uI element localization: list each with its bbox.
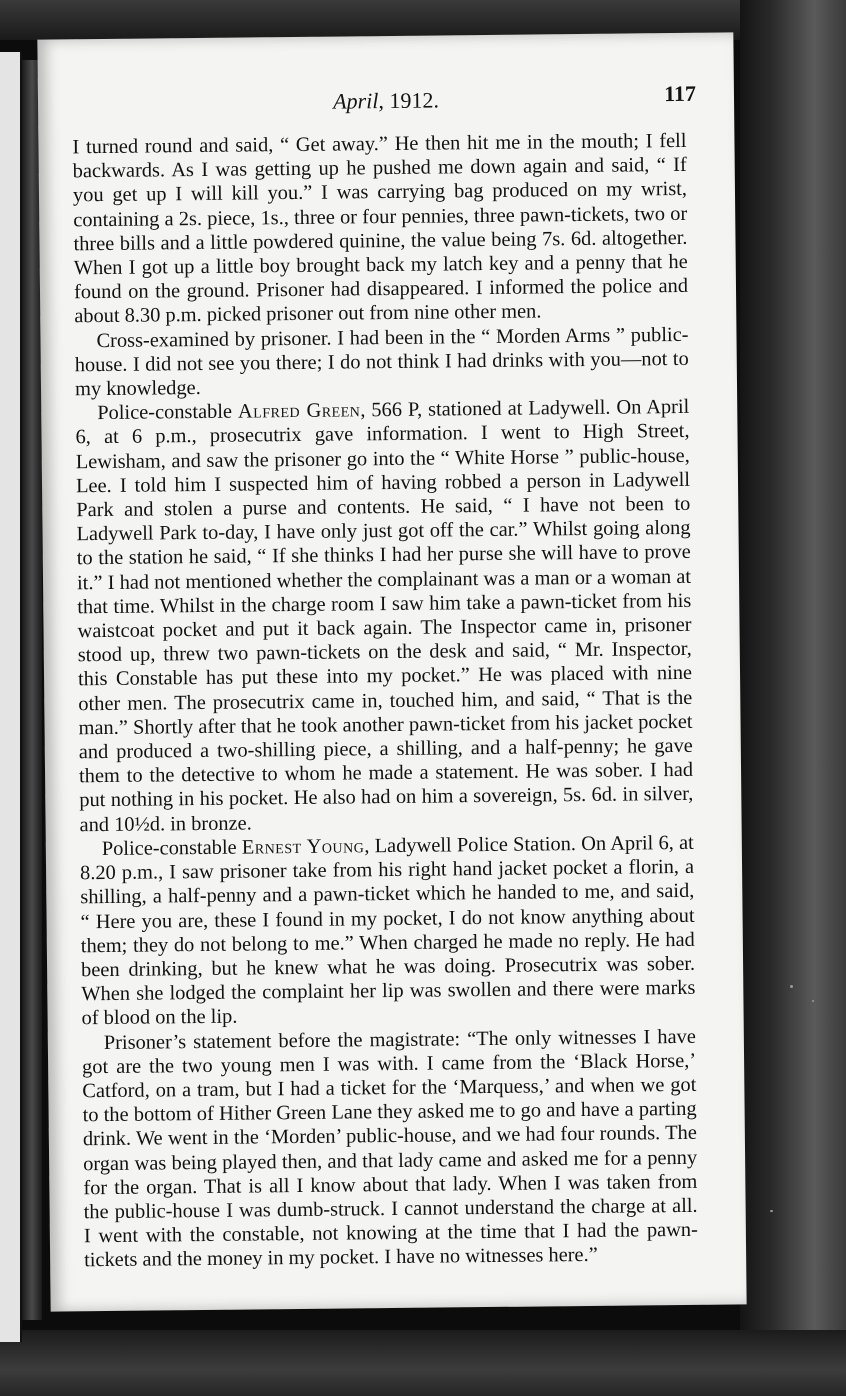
paragraph-prisoner-statement: Prisoner’s statement before the magistrate: “The only witnesses I have got are the two young men I was with. I came from the ‘Black Horse,’ Catford, on a tram, but I had a ticket for the ‘Marquess,’ and when we got to the bottom of Hither Green Lane they asked me to go and have a parting drink. We went in the ‘Morden’ public-house, and we had four rounds. The organ was being played then, and that lady came and asked me for a penny for the organ. That is all I know about that lady. When I was taken from the public-house I was dumb-struck. I cannot understand the charge at all. I went with the constable, not knowing at the time that I had the pawn-tickets and the money in my pocket. I have no witnesses here.”: [82, 1025, 698, 1272]
paragraph-cross-examination: Cross-examined by prisoner. I had been in the “ Morden Arms ” public-house. I did not see you there; I do not think I had drinks with you—not to my knowledge.: [74, 323, 689, 401]
running-title-year: , 1912.: [378, 87, 440, 114]
paragraph-lead: Police-constable: [101, 836, 242, 860]
paragraph-body: , Ladywell Police Station. On April 6, at 8.20 p.m., I saw prisoner take from his right hand jacket pocket a florin, a shilling, a half-penny and a pawn-ticket which he handed to me, and said, “ Here you are, these I found in my pocket, I do not know anything about them; they do not belong to me.” When charged he made no reply. He had been drinking, but he knew what he was doing. Prosecutrix was sober. When she lodged the complaint her lip was swollen and there were marks of blood on the lip.: [79, 831, 696, 1030]
paragraph-testimony-continued: I turned round and said, “ Get away.” He then hit me in the mouth; I fell backwards. As I was getting up he pushed me down again and said, “ If you get up I will kill you.” I was carrying bag produced on my wrist, containing a 2s. piece, 1s., three or four pennies, three pawn-tickets, two or three bills and a little powdered quinine, the value being 7s. 6d. altogether. When I got up a little boy brought back my latch key and a penny that he found on the ground. Prisoner had disappeared. I informed the police and about 8.30 p.m. picked prisoner out from nine other men.: [72, 129, 689, 328]
dust-speck: [812, 1000, 814, 1002]
page-header: [38, 80, 734, 131]
paragraph-constable-young: [80, 831, 696, 1031]
page-number: 117: [664, 80, 697, 107]
book-page: [37, 32, 746, 1311]
paragraph-constable-green: [75, 395, 694, 837]
witness-name: Ernest Young: [241, 835, 365, 859]
paragraph-lead: Police-constable: [97, 400, 239, 425]
running-title-month: April: [333, 88, 379, 114]
scanner-background-right: [740, 0, 846, 1396]
running-title: [38, 84, 734, 117]
scanner-background-bottom: [0, 1330, 846, 1396]
dust-speck: [790, 985, 793, 988]
facing-page-edge: [0, 52, 22, 1342]
body-text: [72, 129, 698, 1273]
witness-name: Alfred Green: [237, 399, 361, 423]
paragraph-body: , 566 P, stationed at Ladywell. On April 6, at 6 p.m., prosecutrix gave information. I went to High Street, Lewisham, and saw the prisoner go into the “ White Horse ” public-house, Lee. I told him I suspected him of having robbed a person in Ladywell Park and stolen a purse and contents. He said, “ I have not been to Ladywell Park to-day, I have only just got off the car.” Whilst going along to the station he said, “ If she thinks I had her purse she will have to prove it.” I had not mentioned whether the complainant was a man or a woman at that time. Whilst in the charge room I saw him take a pawn-ticket from his waistcoat pocket and put it back again. The Inspector came in, prisoner stood up, threw two pawn-tickets on the desk and said, “ Mr. Inspector, this Constable has put these into my pocket.” He was placed with nine other men. The prosecutrix came in, touched him, and said, “ That is the man.” Shortly after that he took another pawn-ticket from his jacket pocket and produced a two-shilling piece, a shilling, and a half-penny; he gave them to the detective to whom he made a statement. He was sober. I had put nothing in his pocket. He also had on him a sovereign, 5s. 6d. in silver, and 10½d. in bronze.: [75, 396, 694, 836]
dust-speck: [770, 1210, 773, 1212]
